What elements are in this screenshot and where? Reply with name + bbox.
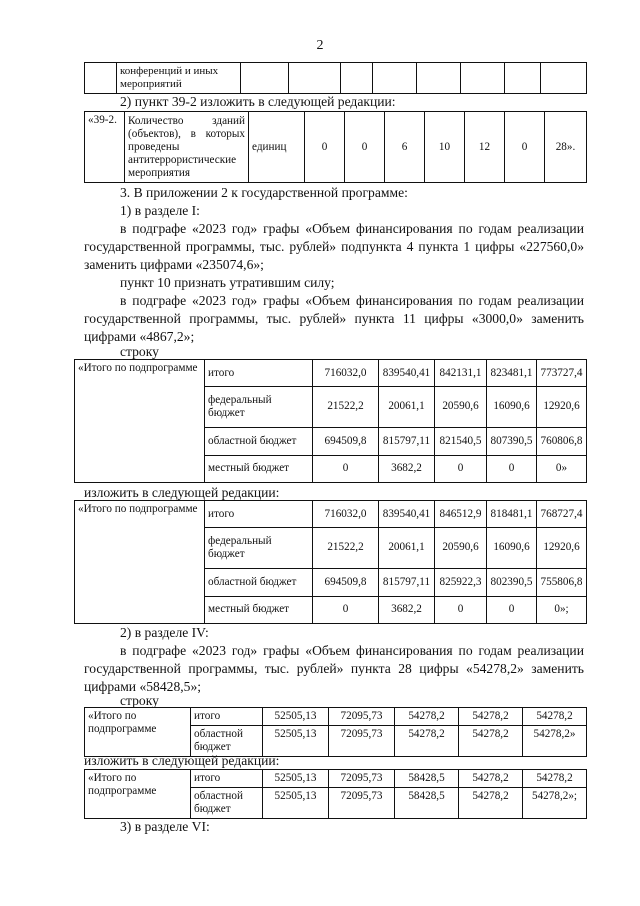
value-cell: 20590,6: [435, 528, 487, 568]
value-cell: 0»: [537, 455, 587, 482]
value-cell: 0»;: [537, 596, 587, 623]
table-section4-new: [84, 769, 587, 819]
value-cell: 773727,4: [537, 360, 587, 387]
value-cell: 72095,73: [329, 726, 395, 757]
page-number: 2: [316, 38, 324, 53]
item-number: «39-2.: [85, 112, 125, 183]
value-cell: 755806,8: [537, 568, 587, 596]
row-name: итого: [205, 360, 313, 387]
value-cell: 54278,2: [395, 726, 459, 757]
paragraph: 3) в разделе VI:: [120, 819, 210, 834]
row-label: «Итого по подпрограмме: [75, 501, 205, 624]
value-cell: 20061,1: [379, 528, 435, 568]
item-description: Количество зданий (объектов), в которых проведены антитеррористические мероприятия: [125, 112, 249, 183]
value-cell: 3682,2: [379, 455, 435, 482]
value-cell: 0: [345, 112, 385, 183]
row-label: «Итого по подпрограмме: [85, 770, 191, 819]
table-subprogram-new: [74, 500, 587, 624]
value-cell: 839540,41: [379, 360, 435, 387]
table-39-2: [84, 111, 587, 183]
row-name: областной бюджет: [205, 427, 313, 455]
value-cell: 694509,8: [313, 568, 379, 596]
paragraph: 3. В приложении 2 к государственной программе:: [120, 185, 408, 200]
value-cell: 52505,13: [263, 788, 329, 819]
value-cell: 818481,1: [487, 501, 537, 528]
paragraph: изложить в следующей редакции:: [84, 753, 280, 768]
paragraph: 1) в разделе I:: [120, 203, 200, 218]
value-cell: 54278,2: [459, 726, 523, 757]
empty-cell: [373, 63, 417, 94]
value-cell: 807390,5: [487, 427, 537, 455]
value-cell: 16090,6: [487, 387, 537, 427]
paragraph: строку: [120, 344, 159, 359]
value-cell: 72095,73: [329, 708, 395, 726]
unit-cell: единиц: [249, 112, 305, 183]
row-name: местный бюджет: [205, 455, 313, 482]
value-cell: 52505,13: [263, 726, 329, 757]
empty-cell: [505, 63, 541, 94]
value-cell: 54278,2: [459, 788, 523, 819]
empty-cell: [241, 63, 289, 94]
empty-cell: [341, 63, 373, 94]
value-cell: 10: [425, 112, 465, 183]
row-name: местный бюджет: [205, 596, 313, 623]
value-cell: 58428,5: [395, 788, 459, 819]
paragraph: изложить в следующей редакции:: [84, 485, 280, 500]
value-cell: 825922,3: [435, 568, 487, 596]
table-section4-old: [84, 707, 587, 757]
value-cell: 694509,8: [313, 427, 379, 455]
empty-cell: [289, 63, 341, 94]
paragraph: в подграфе «2023 год» графы «Объем финансирования по годам реализации государственной программы, тыс. рублей» пункта 11 цифры «3000,0» заменить цифрами «4867,2»;: [84, 293, 584, 344]
value-cell: 54278,2»;: [523, 788, 587, 819]
value-cell: 54278,2»: [523, 726, 587, 757]
value-cell: 72095,73: [329, 770, 395, 788]
value-cell: 54278,2: [523, 770, 587, 788]
table-subprogram-old: [74, 359, 587, 483]
value-cell: 0: [435, 455, 487, 482]
paragraph: 2) в разделе IV:: [120, 625, 209, 640]
value-cell: 768727,4: [537, 501, 587, 528]
value-cell: 58428,5: [395, 770, 459, 788]
value-cell: 20590,6: [435, 387, 487, 427]
remnant-text: конференций и иных мероприятий: [117, 63, 241, 94]
value-cell: 815797,11: [379, 427, 435, 455]
value-cell: 21522,2: [313, 387, 379, 427]
value-cell: 0: [313, 596, 379, 623]
paragraph: строку: [120, 693, 159, 708]
value-cell: 16090,6: [487, 528, 537, 568]
paragraph: в подграфе «2023 год» графы «Объем финансирования по годам реализации государственной программы, тыс. рублей» подпункта 4 пункта 1 цифры «227560,0» заменить цифрами «235074,6»;: [84, 221, 584, 272]
value-cell: 842131,1: [435, 360, 487, 387]
value-cell: 12920,6: [537, 528, 587, 568]
table-remnant: [84, 62, 587, 94]
value-cell: 0: [487, 455, 537, 482]
empty-cell: [85, 63, 117, 94]
paragraph: 2) пункт 39-2 изложить в следующей редакции:: [120, 94, 396, 109]
value-cell: 802390,5: [487, 568, 537, 596]
value-cell: 54278,2: [459, 770, 523, 788]
row-name: областной бюджет: [191, 788, 263, 819]
row-name: областной бюджет: [191, 726, 263, 757]
empty-cell: [461, 63, 505, 94]
value-cell: 0: [505, 112, 545, 183]
row-name: итого: [191, 770, 263, 788]
empty-cell: [417, 63, 461, 94]
value-cell: 12920,6: [537, 387, 587, 427]
value-cell: 12: [465, 112, 505, 183]
value-cell: 815797,11: [379, 568, 435, 596]
value-cell: 0: [487, 596, 537, 623]
value-cell: 54278,2: [523, 708, 587, 726]
value-cell: 28».: [545, 112, 587, 183]
value-cell: 6: [385, 112, 425, 183]
value-cell: 839540,41: [379, 501, 435, 528]
row-name: федеральный бюджет: [205, 387, 313, 427]
value-cell: 821540,5: [435, 427, 487, 455]
value-cell: 0: [305, 112, 345, 183]
value-cell: 52505,13: [263, 770, 329, 788]
paragraph: в подграфе «2023 год» графы «Объем финансирования по годам реализации государственной программы, тыс. рублей» пункта 28 цифры «54278,2» заменить цифрами «58428,5»;: [84, 643, 584, 694]
value-cell: 716032,0: [313, 501, 379, 528]
row-name: областной бюджет: [205, 568, 313, 596]
value-cell: 72095,73: [329, 788, 395, 819]
value-cell: 846512,9: [435, 501, 487, 528]
row-label: «Итого по подпрограмме: [85, 708, 191, 757]
value-cell: 20061,1: [379, 387, 435, 427]
row-label: «Итого по подпрограмме: [75, 360, 205, 483]
value-cell: 3682,2: [379, 596, 435, 623]
value-cell: 54278,2: [395, 708, 459, 726]
value-cell: 0: [313, 455, 379, 482]
paragraph: пункт 10 признать утратившим силу;: [120, 275, 335, 290]
value-cell: 54278,2: [459, 708, 523, 726]
row-name: итого: [205, 501, 313, 528]
empty-cell: [541, 63, 587, 94]
value-cell: 760806,8: [537, 427, 587, 455]
value-cell: 0: [435, 596, 487, 623]
row-name: федеральный бюджет: [205, 528, 313, 568]
value-cell: 823481,1: [487, 360, 537, 387]
value-cell: 21522,2: [313, 528, 379, 568]
value-cell: 52505,13: [263, 708, 329, 726]
row-name: итого: [191, 708, 263, 726]
value-cell: 716032,0: [313, 360, 379, 387]
